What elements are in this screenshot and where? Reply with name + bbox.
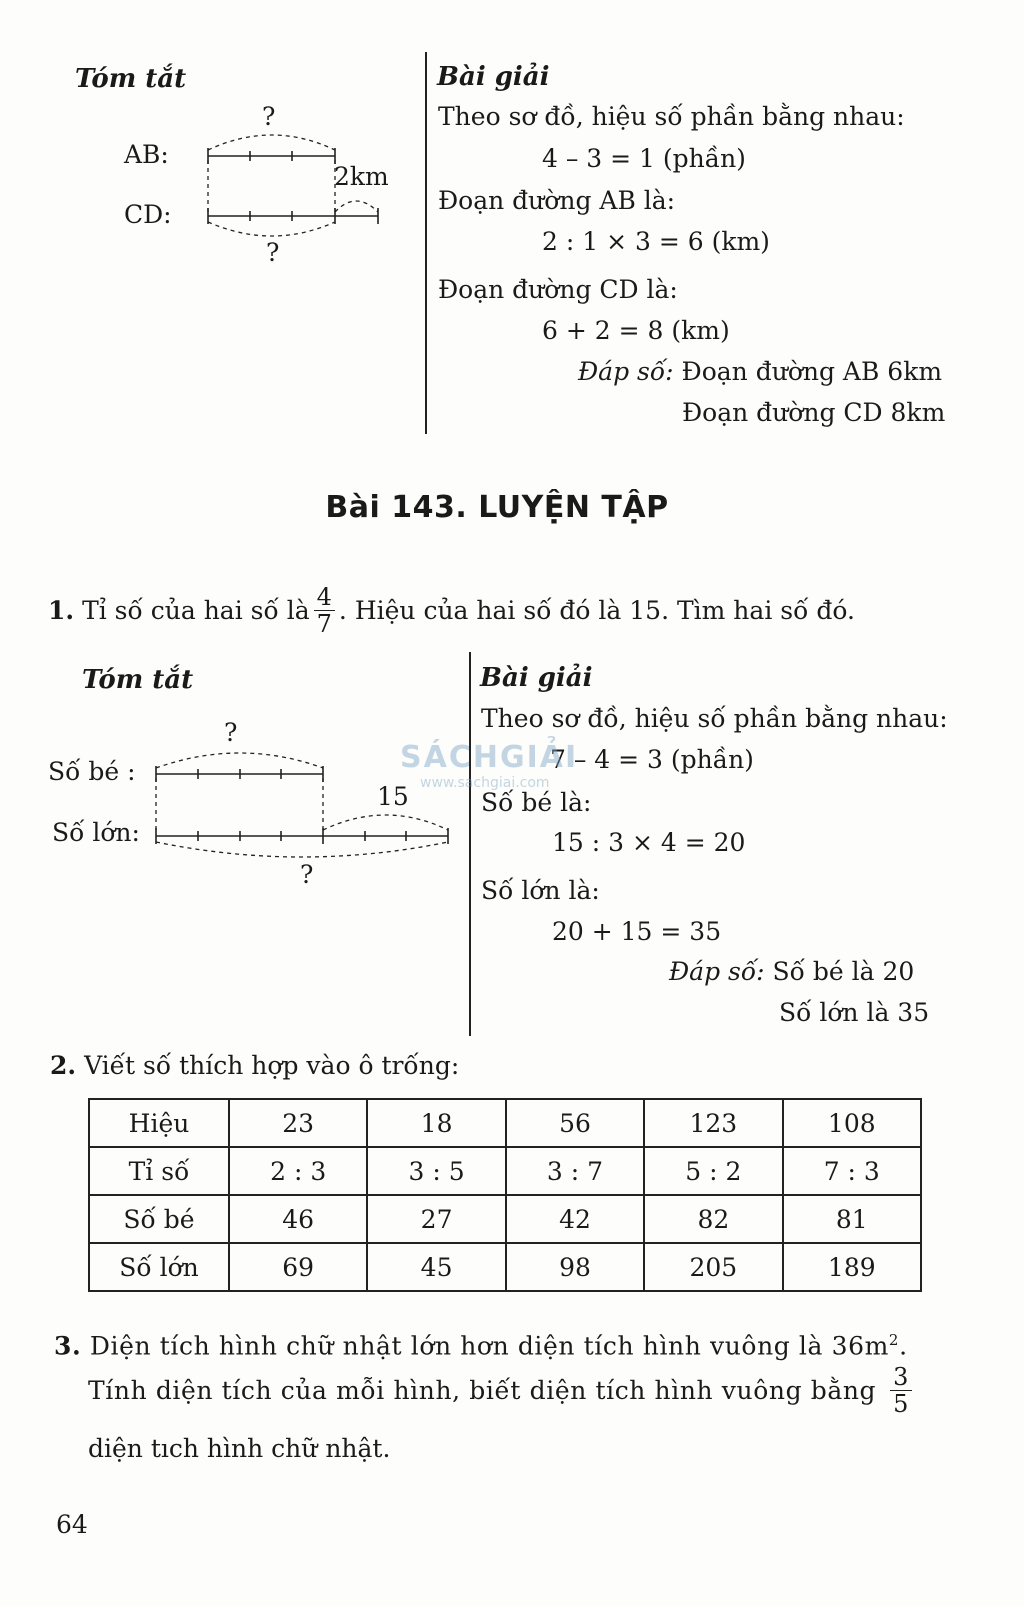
ex1-diagram-row-small: Số bé : xyxy=(48,757,136,786)
ex1-summary-label: Tóm tắt xyxy=(82,665,194,695)
exercise-3-fraction xyxy=(890,1364,912,1417)
watermark-url: www.sachgiai.com xyxy=(420,775,550,791)
ex1-answer-label: Đáp số: xyxy=(669,957,765,986)
table-cell: 7 : 3 xyxy=(783,1147,921,1195)
table-cell: Hiệu xyxy=(89,1099,229,1147)
solution-line-6: 6 + 2 = 8 (km) xyxy=(542,316,730,345)
exercise-3-text-3: diện tıch hình chữ nhật. xyxy=(88,1434,391,1463)
table-cell: 45 xyxy=(367,1243,505,1291)
table-row xyxy=(89,1243,921,1291)
table-cell: 5 : 2 xyxy=(644,1147,782,1195)
diagram-row-label-ab: AB: xyxy=(124,140,169,169)
diagram-extra-label: 2km xyxy=(334,162,389,191)
column-divider-top xyxy=(425,52,427,434)
ex1-diagram-question-top: ? xyxy=(224,718,238,747)
column-divider-ex1 xyxy=(469,652,471,1036)
table-cell: Số lớn xyxy=(89,1243,229,1291)
table-cell: 69 xyxy=(229,1243,367,1291)
answer-label: Đáp số: xyxy=(578,357,674,386)
fraction-numerator: 3 xyxy=(890,1364,912,1391)
diagram-question-top: ? xyxy=(262,102,276,131)
exercise-1-number: 1. xyxy=(48,595,75,625)
table-cell: 205 xyxy=(644,1243,782,1291)
summary-label: Tóm tắt xyxy=(75,64,187,94)
table-cell: 3 : 5 xyxy=(367,1147,505,1195)
solution-line-2: 4 – 3 = 1 (phần) xyxy=(542,144,746,173)
solution-line-4: 2 : 1 × 3 = 6 (km) xyxy=(542,227,770,256)
exercise-1-text-a: Tỉ số của hai số là xyxy=(82,595,310,625)
table-cell: 27 xyxy=(367,1195,505,1243)
table-cell: 2 : 3 xyxy=(229,1147,367,1195)
segment-diagram-top xyxy=(200,120,400,250)
ex1-solution-line-1: Theo sơ đồ, hiệu số phần bằng nhau: xyxy=(481,704,948,733)
table-cell: 23 xyxy=(229,1099,367,1147)
exercise-3-line-2 xyxy=(88,1364,916,1417)
segment-diagram-ex1 xyxy=(150,740,460,870)
ex1-answer-1: Số bé là 20 xyxy=(772,957,915,986)
diagram-question-bottom: ? xyxy=(266,238,280,267)
table-cell: 98 xyxy=(506,1243,644,1291)
table-cell: 123 xyxy=(644,1099,782,1147)
exercise-3-text-1: Diện tích hình chữ nhật lớn hơn diện tích hình vuông là 36m xyxy=(89,1331,889,1361)
table-cell: Tỉ số xyxy=(89,1147,229,1195)
lesson-heading: Bài 143. LUYỆN TẬP xyxy=(325,490,669,525)
fraction-denominator: 7 xyxy=(316,610,332,638)
exercise-2-text: Viết số thích hợp vào ô trống: xyxy=(84,1051,460,1080)
ex1-diagram-extra-label: 15 xyxy=(377,782,409,811)
table-cell: 42 xyxy=(506,1195,644,1243)
ratio-table xyxy=(88,1098,922,1292)
exercise-3-superscript: 2 xyxy=(888,1331,900,1349)
ex1-solution-line-4: 15 : 3 × 4 = 20 xyxy=(552,828,746,857)
diagram-row-label-cd: CD: xyxy=(124,200,172,229)
fraction-numerator: 4 xyxy=(314,584,335,611)
page-number: 64 xyxy=(56,1510,88,1539)
exercise-2-number: 2. xyxy=(50,1051,77,1080)
table-cell: 108 xyxy=(783,1099,921,1147)
table-cell: 3 : 7 xyxy=(506,1147,644,1195)
table-row xyxy=(89,1195,921,1243)
exercise-3-line-1 xyxy=(54,1325,908,1361)
ex1-solution-line-5: Số lớn là: xyxy=(481,876,600,905)
table-cell: 56 xyxy=(506,1099,644,1147)
ex1-answer-2: Số lớn là 35 xyxy=(779,998,930,1027)
ex1-solution-label: Bài giải xyxy=(480,663,593,693)
solution-label: Bài giải xyxy=(437,62,550,92)
table-cell: Số bé xyxy=(89,1195,229,1243)
table-row xyxy=(89,1147,921,1195)
ex1-diagram-question-bottom: ? xyxy=(300,860,314,889)
ex1-solution-line-3: Số bé là: xyxy=(481,788,592,817)
exercise-1-text-b: . Hiệu của hai số đó là 15. Tìm hai số đó. xyxy=(338,595,855,625)
table-cell: 18 xyxy=(367,1099,505,1147)
answer-2: Đoạn đường CD 8km xyxy=(682,398,946,427)
ex1-diagram-row-large: Số lớn: xyxy=(52,818,140,847)
answer-row-1 xyxy=(578,357,942,387)
table-cell: 189 xyxy=(783,1243,921,1291)
table-cell: 81 xyxy=(783,1195,921,1243)
exercise-1-fraction xyxy=(314,584,335,637)
table-row xyxy=(89,1099,921,1147)
exercise-3-text-1-end: . xyxy=(899,1331,908,1361)
solution-line-5: Đoạn đường CD là: xyxy=(438,275,678,304)
ex1-answer-row-1 xyxy=(669,957,914,987)
ex1-solution-line-6: 20 + 15 = 35 xyxy=(552,917,722,946)
exercise-3-text-2: Tính diện tích của mỗi hình, biết diện tích hình vuông bằng xyxy=(88,1375,877,1405)
table-cell: 46 xyxy=(229,1195,367,1243)
table-cell: 82 xyxy=(644,1195,782,1243)
exercise-1-prompt xyxy=(48,584,855,637)
answer-1: Đoạn đường AB 6km xyxy=(681,357,943,386)
exercise-3-number: 3. xyxy=(54,1331,82,1361)
exercise-2-prompt xyxy=(50,1051,459,1081)
watermark-logo-text: SÁCHGIẢI xyxy=(400,740,579,775)
solution-line-3: Đoạn đường AB là: xyxy=(438,186,676,215)
fraction-denominator: 5 xyxy=(893,1390,910,1418)
solution-line-1: Theo sơ đồ, hiệu số phần bằng nhau: xyxy=(438,102,905,131)
ex1-solution-line-2: 7 – 4 = 3 (phần) xyxy=(550,745,754,774)
